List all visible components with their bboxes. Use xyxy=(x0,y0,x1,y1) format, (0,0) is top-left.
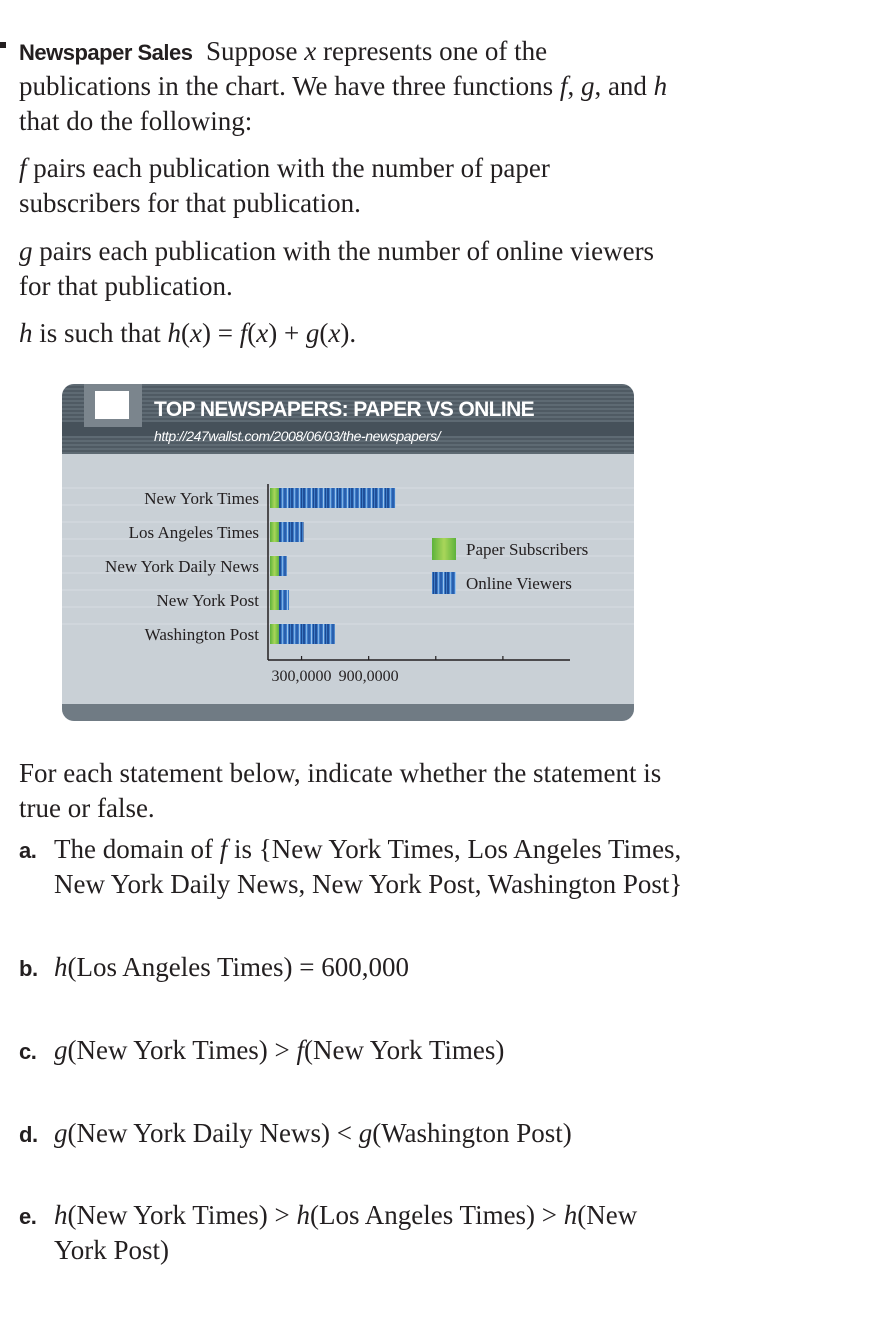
f-definition-line-1: f pairs each publication with the number of paper xyxy=(19,153,550,183)
online-bar xyxy=(279,556,287,576)
category-label: New York Daily News xyxy=(105,557,259,576)
paper-bar xyxy=(270,522,279,542)
category-label: Los Angeles Times xyxy=(128,523,259,542)
problem-bullet xyxy=(0,42,6,48)
online-bar xyxy=(279,624,335,644)
chart-card xyxy=(62,384,634,721)
g-definition-line-1: g pairs each publication with the number of online viewers xyxy=(19,236,655,266)
instruction-line-1: For each statement below, indicate whether the statement is xyxy=(19,758,662,788)
category-label: New York Post xyxy=(156,591,259,610)
online-bar xyxy=(279,590,289,610)
question-d-letter: d. xyxy=(19,1122,38,1147)
paper-bar xyxy=(270,556,279,576)
legend-online-label: Online Viewers xyxy=(466,574,572,593)
legend-paper-swatch xyxy=(432,538,456,560)
question-a-letter: a. xyxy=(19,838,37,863)
online-bar xyxy=(279,522,304,542)
chart-footer xyxy=(62,704,634,721)
chart-plot xyxy=(62,384,634,704)
question-c-letter: c. xyxy=(19,1039,37,1064)
intro-line-1: Newspaper Sales Suppose x represents one of the xyxy=(19,36,548,66)
chart-source-url: http://247wallst.com/2008/06/03/the-newspapers/ xyxy=(154,428,441,444)
question-a-line-2: New York Daily News, New York Post, Washington Post} xyxy=(54,869,683,899)
f-definition-line-2: subscribers for that publication. xyxy=(19,188,361,218)
question-c-text: g(New York Times) > f(New York Times) xyxy=(54,1035,505,1065)
chart-title: TOP NEWSPAPERS: PAPER VS ONLINE xyxy=(154,398,535,421)
problem-heading: Newspaper Sales xyxy=(19,40,193,65)
legend-online-swatch xyxy=(432,572,456,594)
h-definition: h is such that h(x) = f(x) + g(x). xyxy=(19,318,357,348)
question-d-text: g(New York Daily News) < g(Washington Post) xyxy=(54,1118,572,1148)
question-b-text: h(Los Angeles Times) = 600,000 xyxy=(54,952,409,982)
intro-line-2: publications in the chart. We have three functions f, g, and h xyxy=(19,71,668,101)
legend-paper-label: Paper Subscribers xyxy=(466,540,589,559)
x-tick-label: 900,0000 xyxy=(338,668,399,685)
paper-bar xyxy=(270,590,279,610)
question-e-line-2: York Post) xyxy=(54,1235,170,1265)
question-e-line-1: h(New York Times) > h(Los Angeles Times) > h(New xyxy=(54,1200,638,1230)
g-definition-line-2: for that publication. xyxy=(19,271,233,301)
question-b-letter: b. xyxy=(19,956,38,981)
question-a-line-1: The domain of f is {New York Times, Los Angeles Times, xyxy=(54,834,682,864)
question-e-letter: e. xyxy=(19,1204,37,1229)
intro-line-3: that do the following: xyxy=(19,106,253,136)
instruction-line-2: true or false. xyxy=(19,793,155,823)
paper-bar xyxy=(270,624,279,644)
online-bar xyxy=(279,488,395,508)
category-label: Washington Post xyxy=(144,625,259,644)
x-tick-label: 300,0000 xyxy=(271,668,332,685)
category-label: New York Times xyxy=(144,489,259,508)
paper-bar xyxy=(270,488,279,508)
